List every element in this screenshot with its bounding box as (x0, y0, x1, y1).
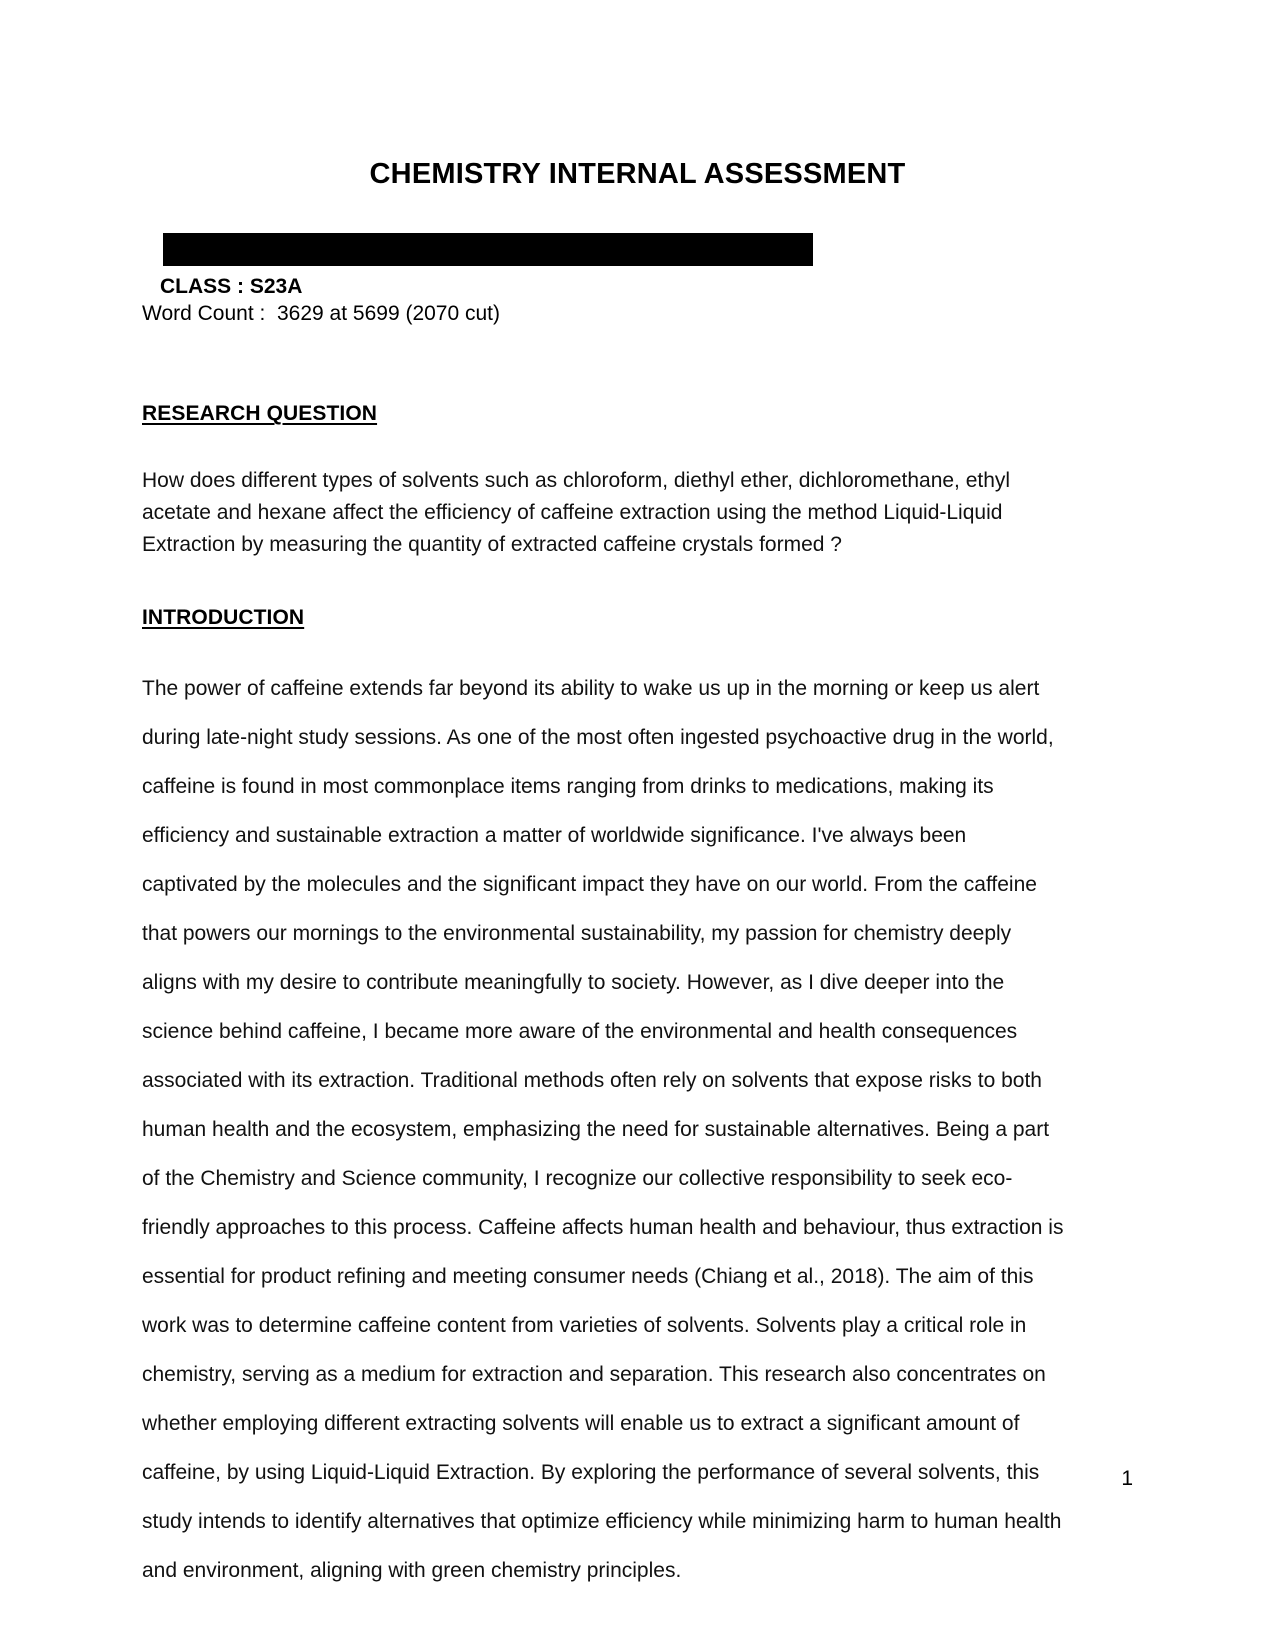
research-question-text: How does different types of solvents such as chloroform, diethyl ether, dichloromethane, ethyl acetate and hexane affect the efficiency of caffeine extraction using the method Liquid-Liquid Extraction by measuring the quantity of extracted caffeine crystals formed ? (142, 469, 1011, 556)
section-heading-research-question: RESEARCH QUESTION (142, 402, 378, 426)
section-heading-introduction: INTRODUCTION (142, 606, 305, 630)
word-count-label: Word Count : 3629 at 5699 (2070 cut) (142, 302, 501, 325)
redacted-name-bar (163, 233, 813, 266)
class-label: CLASS : S23A (160, 275, 303, 298)
page-title: CHEMISTRY INTERNAL ASSESSMENT (369, 158, 906, 191)
page-number: 1 (1121, 1467, 1133, 1490)
introduction-text: The power of caffeine extends far beyond its ability to wake us up in the morning or keep us alert during late-night study sessions. As one of the most often ingested psychoactive drug in the world, caffeine is found in most commonplace items ranging from drinks to medications, making its efficiency and sustainable extraction a matter of worldwide significance. I've always been captivated by the molecules and the significant impact they have on our world. From the caffeine that powers our mornings to the environmental sustainability, my passion for chemistry deeply aligns with my desire to contribute meaningfully to society. However, as I dive deeper into the science behind caffeine, I became more aware of the environmental and health consequences associated with its extraction. Traditional methods often rely on solvents that expose risks to both human health and the ecosystem, emphasizing the need for sustainable alternatives. Being a part of the Chemistry and Science community, I recognize our collective responsibility to seek eco-friendly approaches to this process. Caffeine affects human health and behaviour, thus extraction is essential for product refining and meeting consumer needs (Chiang et al., 2018). The aim of this work was to determine caffeine content from varieties of solvents. Solvents play a critical role in chemistry, serving as a medium for extraction and separation. This research also concentrates on whether employing different extracting solvents will enable us to extract a significant amount of caffeine, by using Liquid-Liquid Extraction. By exploring the performance of several solvents, this study intends to identify alternatives that optimize efficiency while minimizing harm to human health and environment, aligning with green chemistry principles. (142, 677, 1064, 1582)
